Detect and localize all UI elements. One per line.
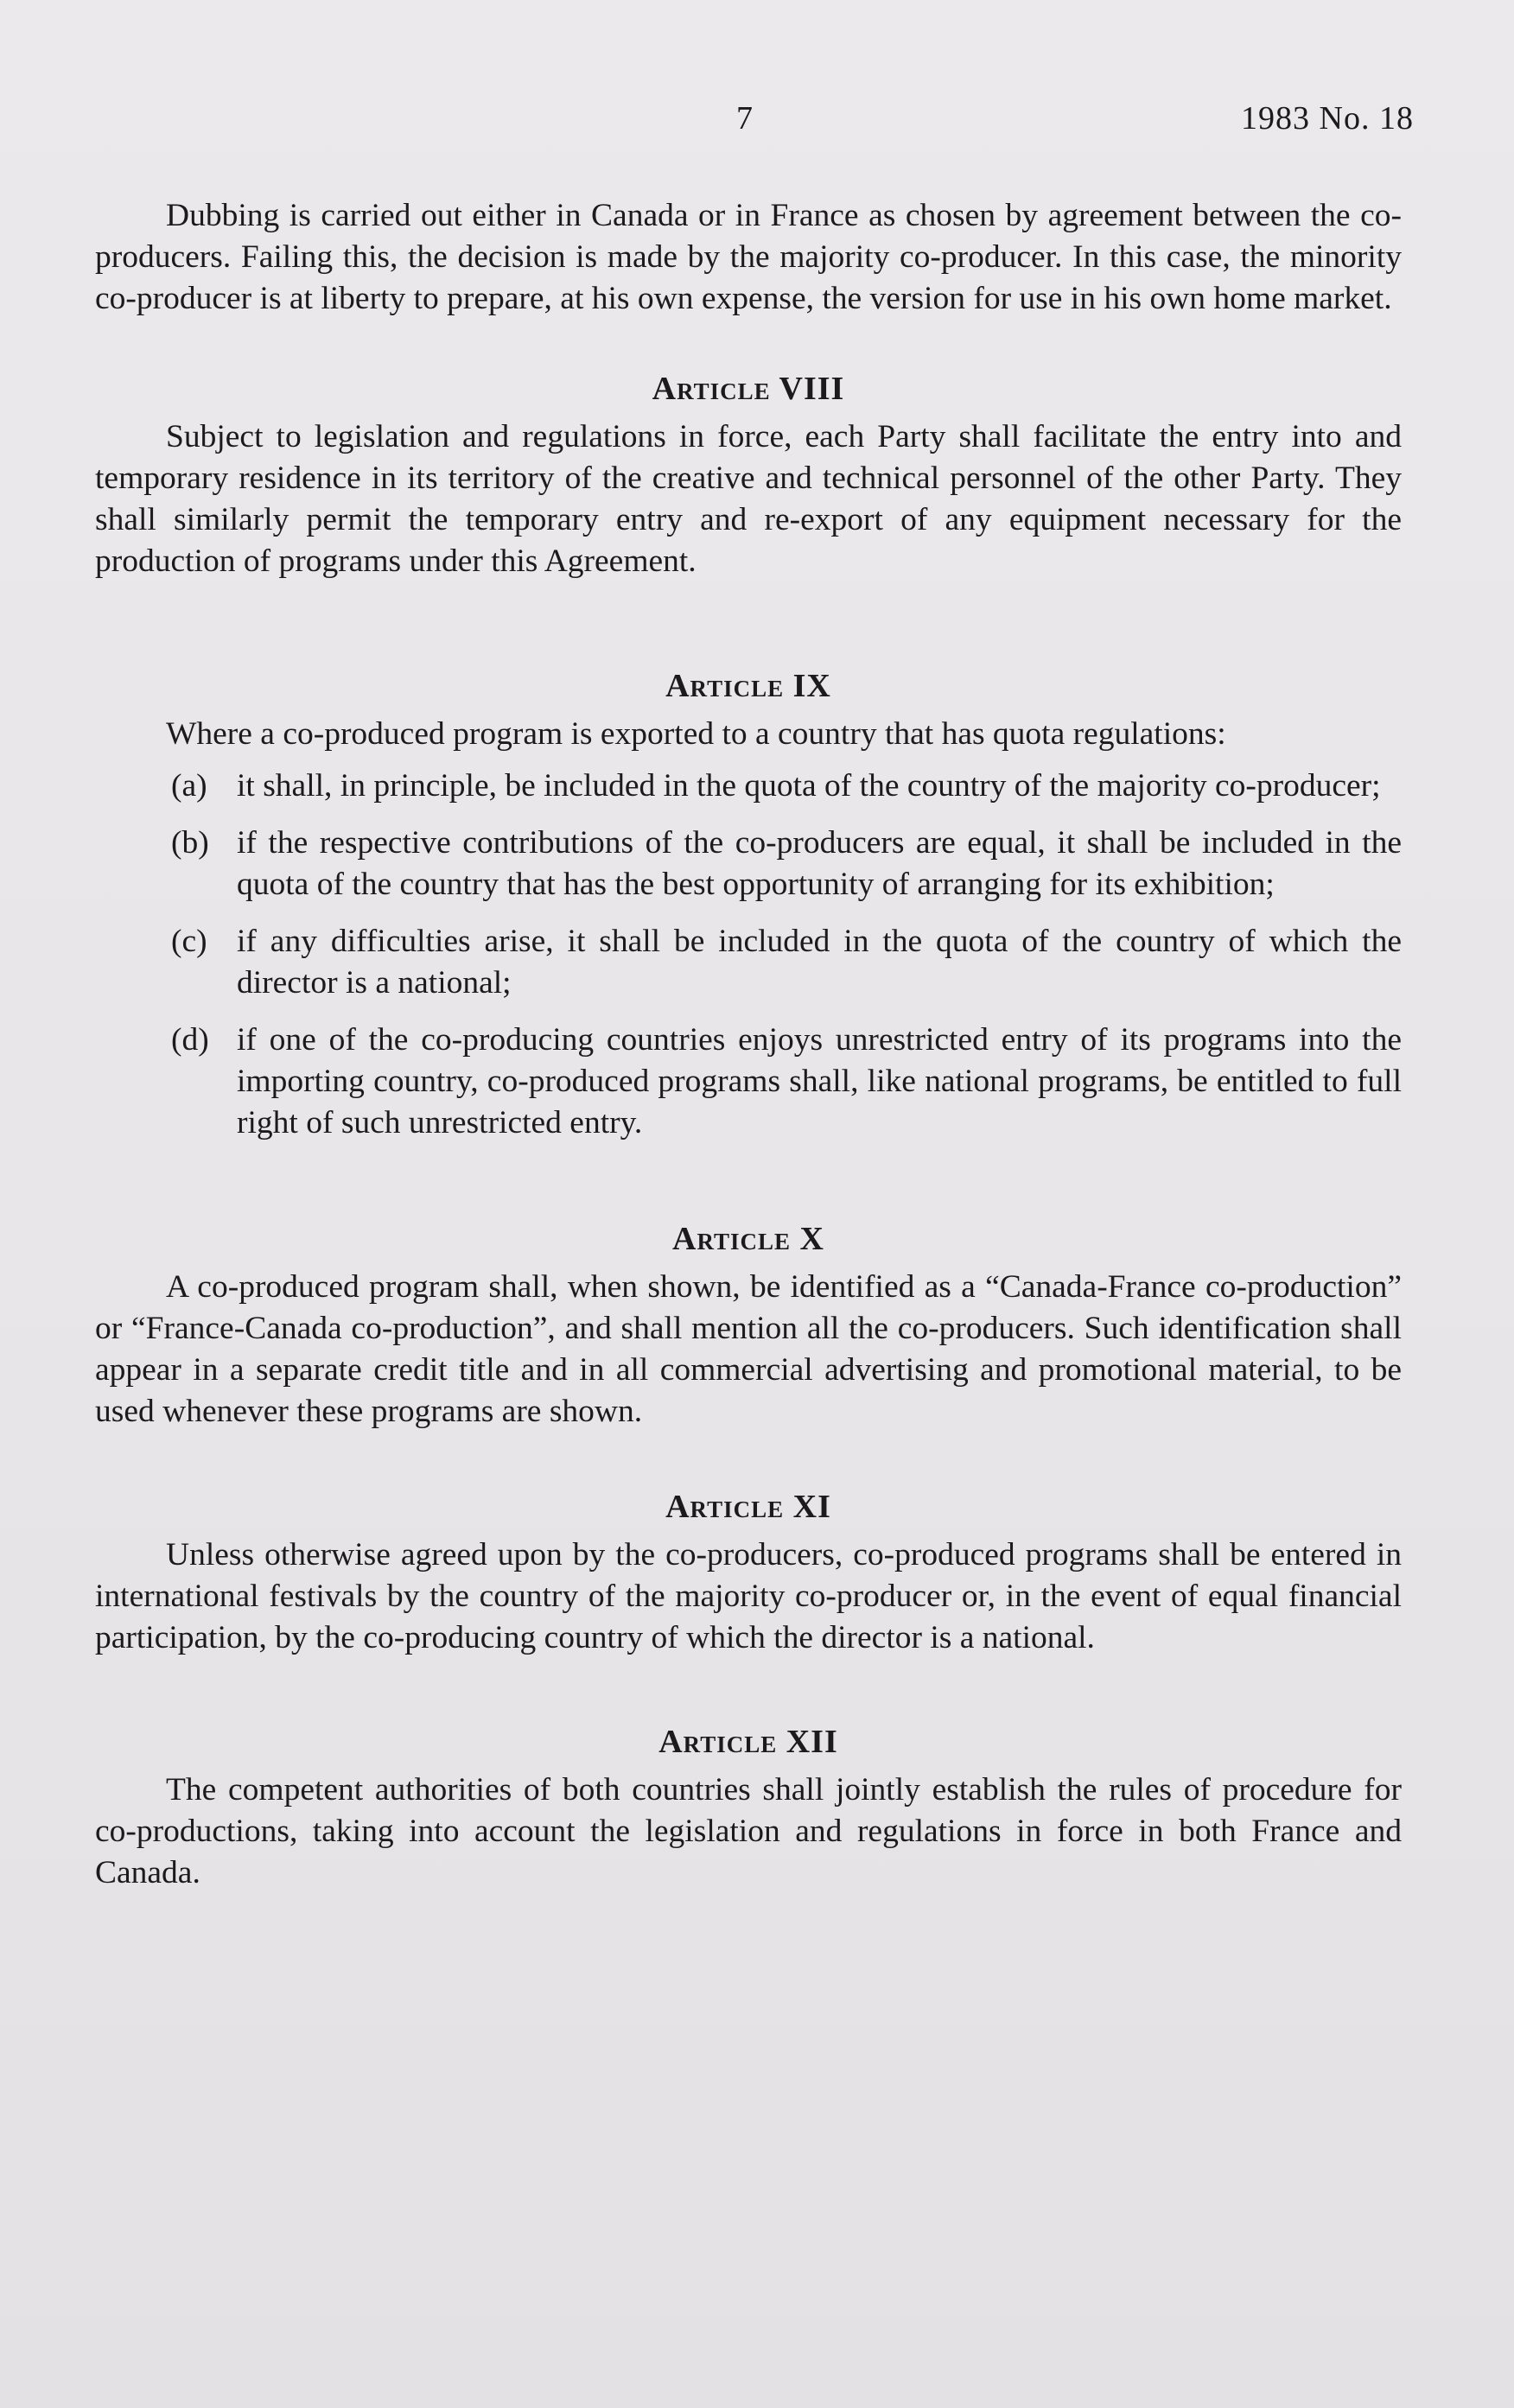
list-marker: (b)	[171, 825, 209, 861]
article-ix-intro: Where a co-produced program is exported to a country that has quota regulations:	[166, 716, 1226, 752]
list-marker: (d)	[171, 1022, 209, 1058]
article-x-heading: Article X	[672, 1221, 824, 1257]
list-item-text: if any difficulties arise, it shall be included in the quota of the country of which the director is a national;	[237, 924, 1402, 1001]
article-ix-list	[95, 766, 1402, 1144]
article-viii-heading: Article VIII	[652, 371, 845, 407]
article-ix-heading: Article IX	[665, 668, 831, 704]
document-body	[95, 195, 1402, 1894]
list-marker: (c)	[171, 924, 207, 959]
list-item	[95, 921, 1402, 1004]
list-item	[95, 766, 1402, 807]
article-x-text: A co-produced program shall, when shown, be identified as a “Canada-France co-production” or “France-Canada co-production”, and shall mention all the co-producers. Such identification shall appear in a separate credit title and in all commercial advertising and promotional material, to be used whenever these programs are shown.	[95, 1269, 1402, 1429]
article-xi-heading: Article XI	[665, 1489, 831, 1525]
list-item	[95, 823, 1402, 905]
list-item	[95, 1020, 1402, 1144]
page-header	[0, 99, 1514, 151]
page-number: 7	[736, 100, 753, 137]
document-reference: 1983 No. 18	[1241, 100, 1414, 137]
article-xii-text: The competent authorities of both countries shall jointly establish the rules of procedure for co-productions, taking into account the legislation and regulations in force in both France and Canada.	[95, 1772, 1402, 1890]
list-item-text: if one of the co-producing countries enjoys unrestricted entry of its programs into the importing country, co-produced programs shall, like national programs, be entitled to full right of such unrestricted entry.	[237, 1022, 1402, 1140]
list-marker: (a)	[171, 768, 207, 804]
list-item-text: it shall, in principle, be included in the quota of the country of the majority co-producer;	[237, 768, 1381, 804]
article-xi-text: Unless otherwise agreed upon by the co-producers, co-produced programs shall be entered in international festivals by the country of the majority co-producer or, in the event of equal financial participation, by the co-producing country of which the director is a national.	[95, 1537, 1402, 1655]
dubbing-paragraph: Dubbing is carried out either in Canada or in France as chosen by agreement between the co-producers. Failing this, the decision is made by the majority co-producer. In this case, the minority co-producer is at liberty to prepare, at his own expense, the version for use in his own home market.	[95, 198, 1402, 316]
article-xii-heading: Article XII	[658, 1724, 838, 1760]
list-item-text: if the respective contributions of the co-producers are equal, it shall be included in the quota of the country that has the best opportunity of arranging for its exhibition;	[237, 825, 1402, 902]
article-viii-text: Subject to legislation and regulations in force, each Party shall facilitate the entry into and temporary residence in its territory of the creative and technical personnel of the other Party. They shall similarly permit the temporary entry and re-export of any equipment necessary for the production of programs under this Agreement.	[95, 419, 1402, 579]
